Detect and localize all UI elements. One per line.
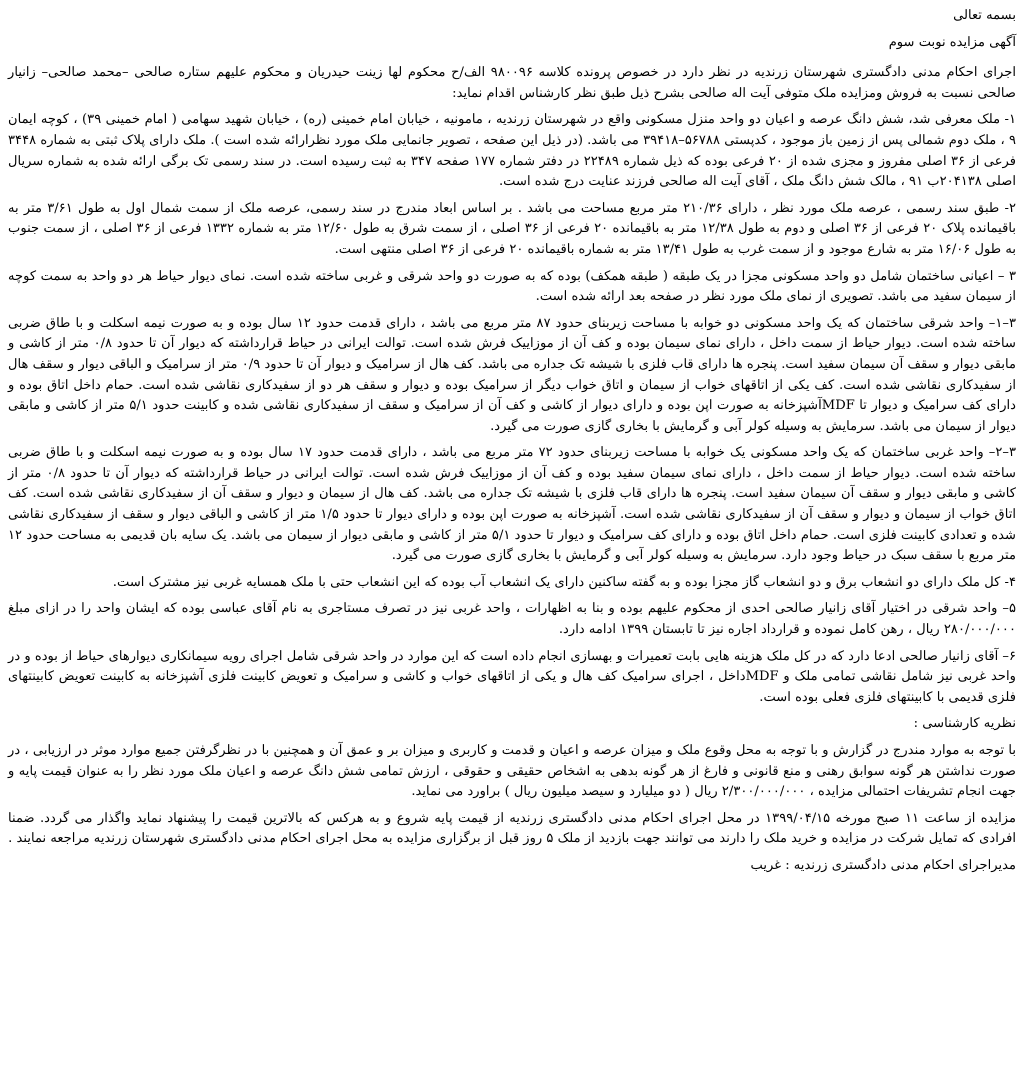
- item-3-2-paragraph: ۳–۲– واحد غربی ساختمان که یک واحد مسکونی یک خوابه با مساحت زیربنای حدود ۷۲ متر مربع می باشد ، دارای قدمت حدود ۱۷ سال بوده و به صورت نیمه اسکلت و با طاق ضربی ساخته شده است. دیوار حیاط از سمت داخل ، دارای نمای سیمان سفید بوده و کف آن از موزاییک فرش شده است. توالت ایرانی در حیاط قرارداشته که دیوار آن تا حدود ۰/۸ متر از کاشی و مابقی دیوار و سقف آن سیمان سفید است. پنجره ها دارای قاب فلزی با شیشه تک جداره می باشد. کف هال از سیمان و دیوار و سقف آن از سفیدکاری نقاشی شده است. کف اتاق خواب از سیمان و دیوار و سقف آن از سفیدکاری نقاشی شده است. آشپزخانه به صورت اپن بوده و دارای دیوار تا حدود ۱/۵ متر از کاشی و الباقی دیوار و سقف از سفیدکاری نقاشی شده و تعدادی کابینت فلزی است. حمام داخل اتاق بوده و دارای کف سرامیک و دیوار تا حدود ۵/۱ متر از کاشی و مابقی دیوار از سیمان می باشد. یک سایه بان قدیمی به مساحت حدود ۱۲ متر مربع با سقف سبک در حیاط وجود دارد. سرمایش به وسیله کولر آبی و گرمایش با بخاری گازی صورت می گیرد.: [8, 445, 1016, 564]
- signature-line: مدیراجرای احکام مدنی دادگستری زرندیه : غریب: [750, 857, 1016, 873]
- item-3-1-paragraph: ۳–۱– واحد شرقی ساختمان که یک واحد مسکونی دو خوابه با مساحت زیربنای حدود ۸۷ متر مربع می باشد ، دارای قدمت حدود ۱۲ سال بوده و به صورت نیمه اسکلت و با طاق ضربی ساخته شده است. دیوار حیاط از سمت داخل ، دارای نمای سیمان بوده و کف آن از موزاییک فرش شده است. توالت ایرانی در حیاط قرارداشته که دیوار آن تا حدود ۰/۸ متر از کاشی و مابقی دیوار و سقف آن سیمان سفید است. پنجره ها دارای قاب فلزی با شیشه تک جداره می باشد. کف هال از سرامیک و دیوار آن تا حدود ۰/۹ متر از سرامیک و الباقی دیوار و سقف هال از سفیدکاری نقاشی شده است. کف یکی از اتاقهای خواب از سیمان و اتاق خواب دیگر از سرامیک بوده و دیوار و سقف هر دو از سفیدکاری نقاشی شده است. حمام داخل اتاق بوده و دارای کف سرامیک و دیوار تا MDFآشپزخانه به صورت اپن بوده و دارای دیوار از کاشی و کف آن از سرامیک و سقف از سفیدکاری نقاشی شده و کابینت حدود ۵/۱ متر از کاشی و مابقی دیوار از سیمان می باشد. سرمایش به وسیله کولر آبی و گرمایش با بخاری گازی صورت می گیرد.: [8, 315, 1016, 434]
- item-2-paragraph: ۲- طبق سند رسمی ، عرصه ملک مورد نظر ، دارای ۲۱۰/۳۶ متر مربع مساحت می باشد . بر اساس ابعاد مندرج در سند رسمی، عرصه ملک از سمت شمال اول به طول ۳/۶۱ متر به باقیمانده پلاک ۲۰ فرعی از ۳۶ اصلی و دوم به طول ۱۲/۳۸ متر به باقیمانده ۲۰ فرعی از ۳۶ اصلی ، از سمت شرق به طول ۱۲/۶۰ متر به شماره ۱۳۳۲ فرعی از ۳۶ اصلی ، از سمت جنوب به طول ۱۶/۰۶ متر به شارع موجود و از سمت غرب به طول ۱۳/۴۱ متر به شماره باقیمانده ۲۰ فرعی از ۳۶ اصلی منتهی است.: [8, 200, 1016, 257]
- notice-title: آگهی مزایده نوبت سوم: [888, 34, 1016, 50]
- item-4-paragraph: ۴- کل ملک دارای دو انشعاب برق و دو انشعاب گاز مجزا بوده و به گفته ساکنین دارای یک انشعاب آب بوده که این انشعاب حتی با ملک همسایه غربی نیز مشترک است.: [112, 574, 1016, 590]
- auction-paragraph: مزایده از ساعت ۱۱ صبح مورخه ۱۳۹۹/۰۴/۱۵ در محل اجرای احکام مدنی دادگستری زرندیه از قیمت پایه شروع و به هرکس که بالاترین قیمت را پیشنهاد نماید واگذار می گردد. ضمنا افرادی که تمایل شرکت در مزایده و خرید ملک را دارند می توانند جهت بازدید از ملک ۵ روز قبل از برگزاری مزایده به محل اجرای احکام مدنی دادگستری شهرستان زرندیه مراجعه نمایند .: [8, 810, 1016, 847]
- intro-paragraph: اجرای احکام مدنی دادگستری شهرستان زرندیه در نظر دارد در خصوص پرونده کلاسه ۹۸۰۰۹۶ الف/ح محکوم لها زینت حیدریان و محکوم علیهم ستاره صالحی –محمد صالحی– زانیار صالحی نسبت به فروش ومزایده ملک متوفی آیت اله صالحی بشرح ذیل طبق نظر کارشناس اقدام نماید:: [8, 65, 1016, 101]
- opinion-heading: نظریه کارشناسی :: [913, 716, 1016, 732]
- bismillah-heading: بسمه تعالی: [953, 8, 1016, 23]
- opinion-paragraph: با توجه به موارد مندرج در گزارش و با توجه به محل وقوع ملک و میزان عرصه و اعیان و قدمت و کاربری و میزان بر و عمق آن و همچنین با در نظرگرفتن جمیع موارد موثر در ارزیابی ، در صورت نداشتن هر گونه سوابق رهنی و منع قانونی و فارغ از هر گونه بدهی به اشخاص حقیقی و حقوقی ، ارزش تمامی شش دانگ عرصه و اعیان ملک مورد نظر را به عنوان قیمت پایه و جهت انجام تشریفات احتمالی مزایده ، ۲/۳۰۰/۰۰۰/۰۰۰ ریال ( دو میلیارد و سیصد میلیون ریال ) براورد می نماید.: [8, 743, 1016, 800]
- item-5-paragraph: ۵– واحد شرقی در اختیار آقای زانیار صالحی احدی از محکوم علیهم بوده و بنا به اظهارات ، واحد غربی نیز در تصرف مستاجری به نام آقای عباسی بوده که ایشان واحد را در ازای مبلغ ۲۸۰/۰۰۰/۰۰۰ ریال ، رهن کامل نموده و قرارداد اجاره نیز تا تابستان ۱۳۹۹ ادامه دارد.: [8, 601, 1016, 638]
- item-1-paragraph: ۱- ملک معرفی شد، شش دانگ عرصه و اعیان دو واحد منزل مسکونی واقع در شهرستان زرندیه ، مامونیه ، خیابان امام خمینی (ره) ، خیابان شهید سهامی ( امام خمینی ۳۹) ، کوچه ایمان ۹ ، ملک دوم شمالی پس از زمین باز موجود ، کدپستی ۵۶۷۸۸–۳۹۴۱۸ می باشد. (در ذیل این صفحه ، تصویر جانمایی ملک مورد نظرارائه شده است ). ملک دارای پلاک ثبتی به شماره ۳۴۴۸ فرعی از ۳۶ اصلی مفروز و مجزی شده از ۲۰ فرعی بوده که ذیل شماره ۲۲۴۸۹ در دفتر شماره ۱۷۷ صفحه ۳۴۷ به ثبت رسیده است. در سند رسمی تک برگی ارائه شده به شماره سریال اصلی ۲۰۴۱۳۸ب ۹۱ ، مالک شش دانگ ملک ، آقای آیت اله صالحی فرزند عنایت درج شده است.: [8, 112, 1016, 190]
- item-3-paragraph: ۳ – اعیانی ساختمان شامل دو واحد مسکونی مجزا در یک طبقه ( طبقه همکف) بوده که به صورت دو واحد شرقی و غربی ساخته شده است. نمای دیوار حیاط هر دو واحد به سمت کوچه از سیمان سفید می باشد. تصویری از نمای ملک مورد نظر در صفحه بعد ارائه شده است.: [8, 268, 1016, 305]
- item-6-paragraph: ۶– آقای زانیار صالحی ادعا دارد که در کل ملک هزینه هایی بابت تعمیرات و بهسازی انجام داده است که این موارد در واحد شرقی شامل اجرای رویه سیمانکاری دیوارهای حیاط از بوده و در واحد غربی نیز شامل نقاشی تمامی ملک و MDFداخل ، اجرای سرامیک کف هال و یکی از اتاقهای خواب و کاشی و سرامیک و تعویض کابینت فلزی آشپزخانه به کابینت تعویض کابینتهای فلزی قدیمی با کابینتهای فلزی فعلی بوده است.: [8, 648, 1016, 705]
